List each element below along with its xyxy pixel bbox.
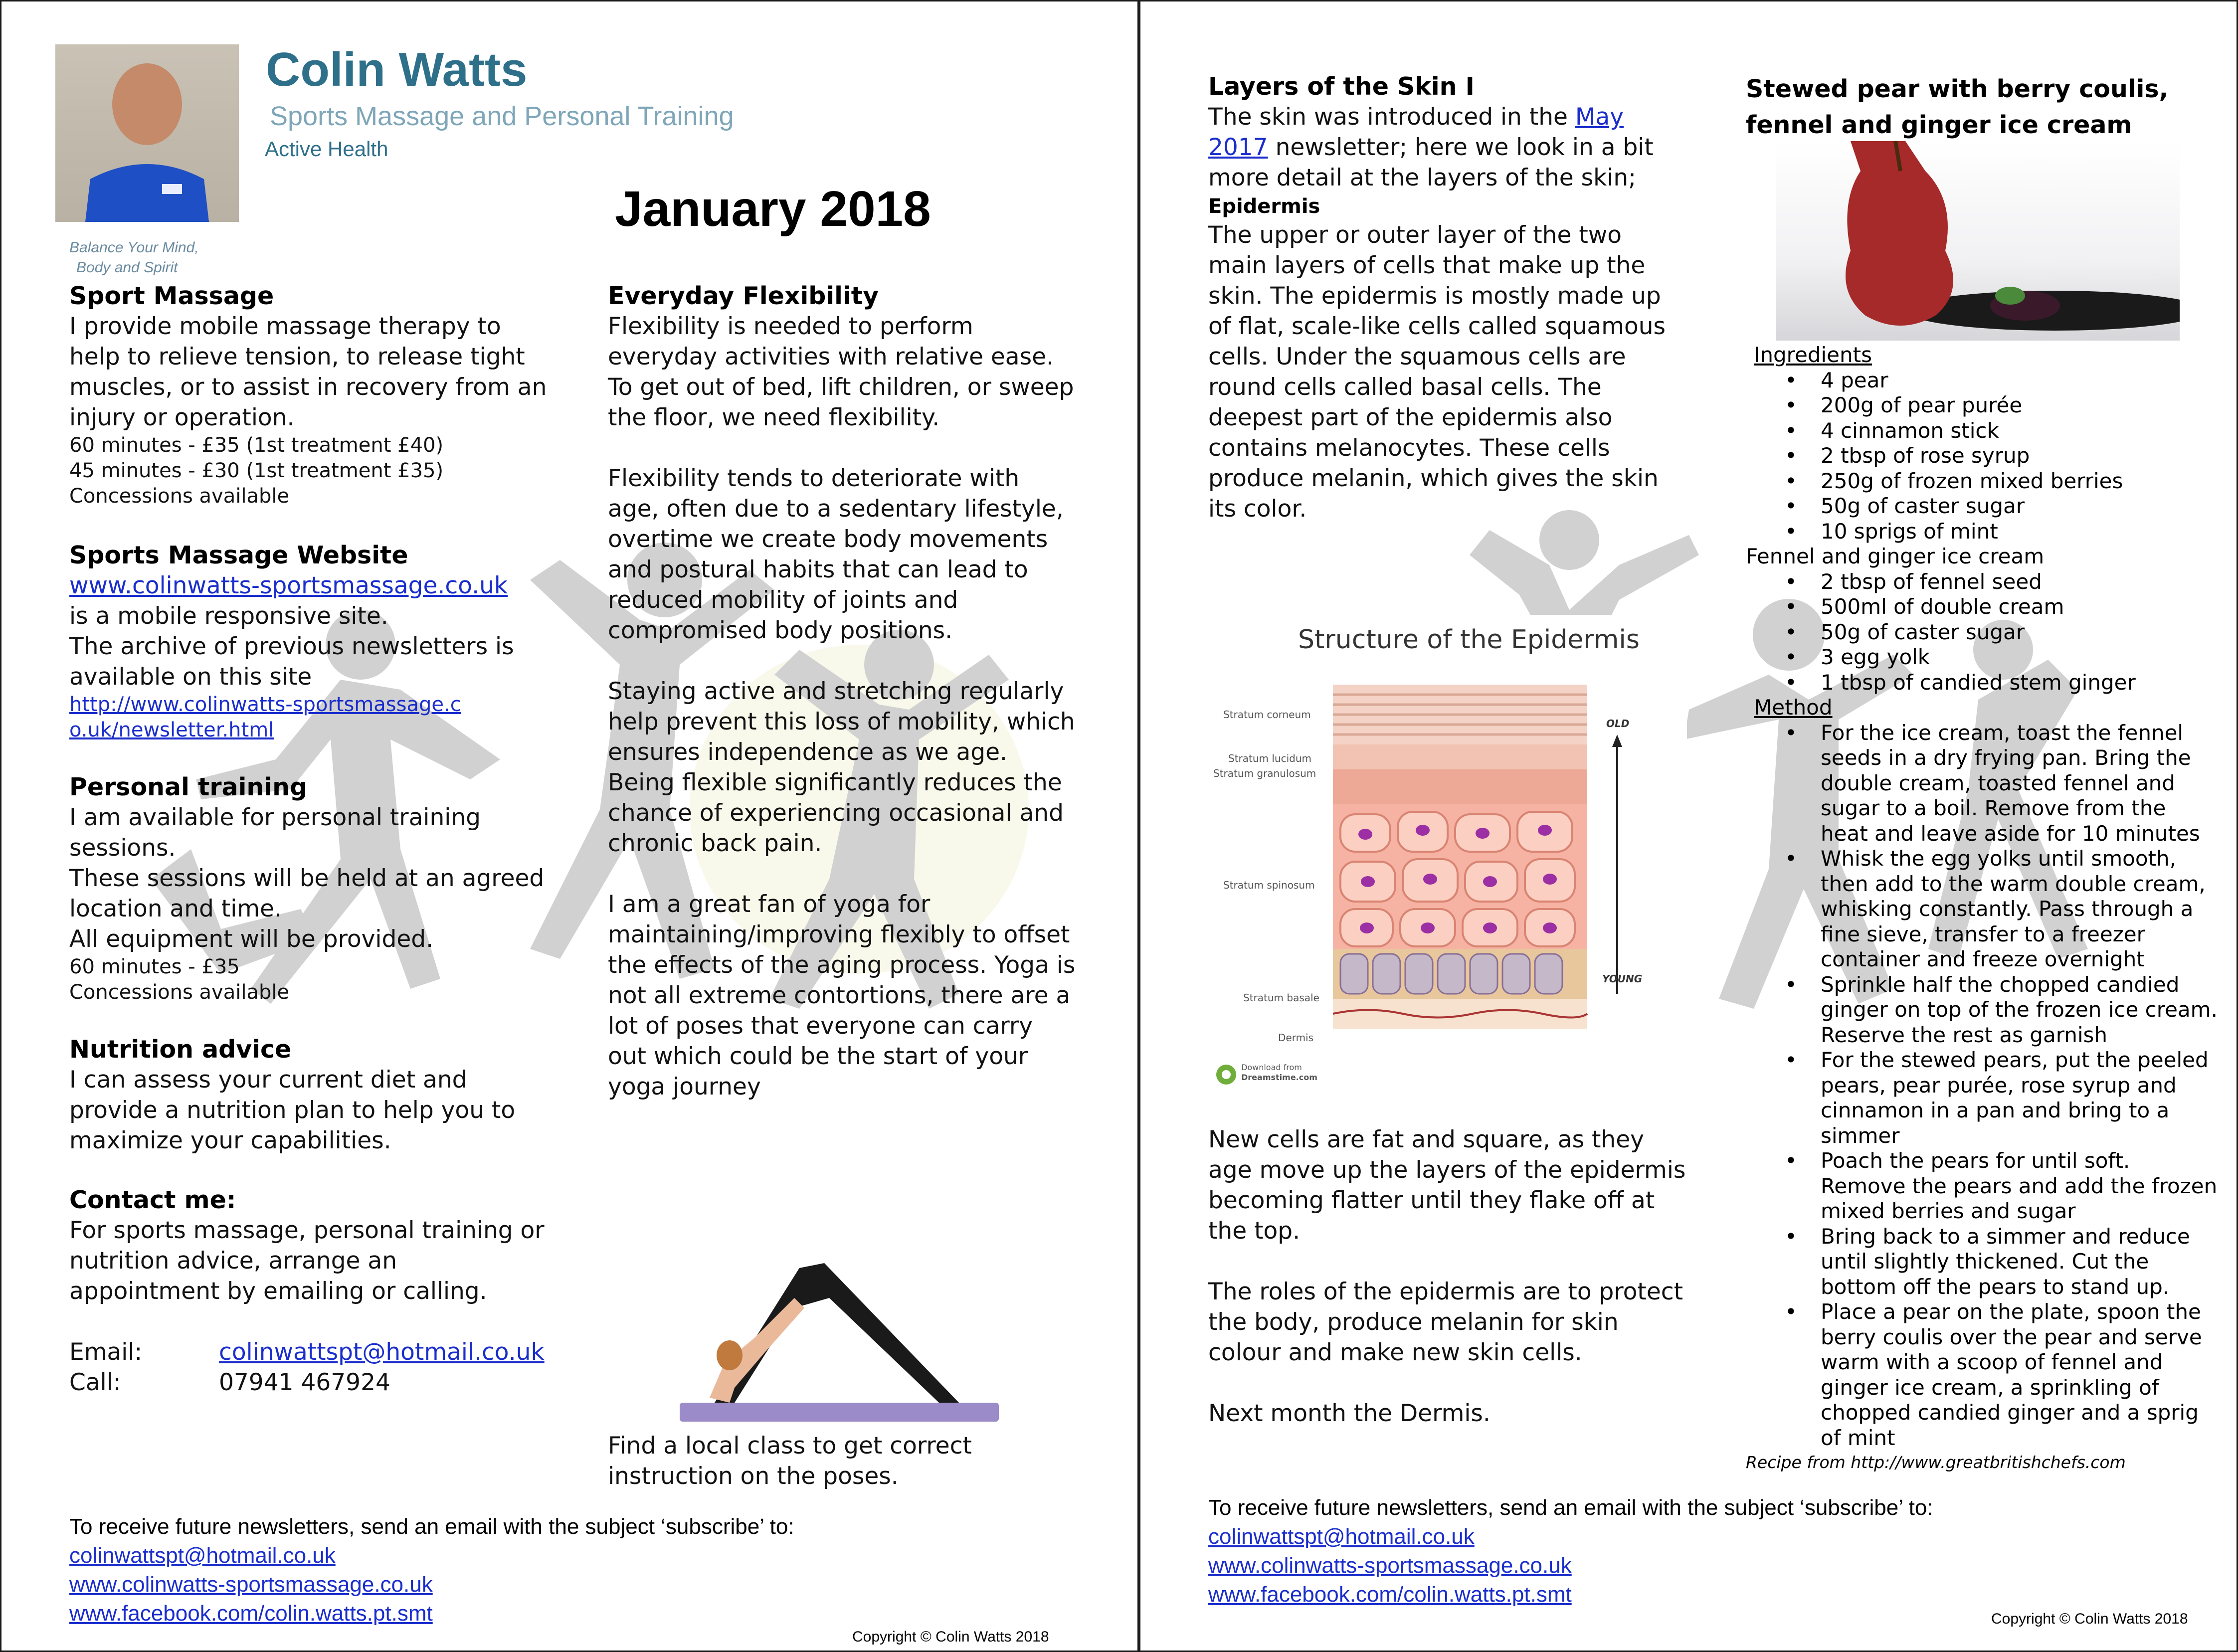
person-photo-icon [55,44,239,222]
right-copyright: Copyright © Colin Watts 2018 [1991,1611,2188,1627]
concessions-note: Concessions available [69,485,290,508]
archive-link[interactable]: http://www.colinwatts-sportsmassage.co.uk/newsletter.html [69,693,461,741]
flexibility-paragraph-2: Flexibility tends to deteriorate with age, often due to a sedentary lifestyle, overtime we create body movements and postural habits that can lead to reduced mobility of joints and compromised body positions. [608,465,1064,644]
epidermis-diagram [1208,615,1687,1094]
recipe-details [1746,343,2220,1472]
subscribe-intro-right: To receive future newsletters, send an email with the subject ‘subscribe’ to: [1208,1495,1933,1520]
footer-facebook-link[interactable]: www.facebook.com/colin.watts.pt.smt [69,1601,433,1626]
label-old: OLD [1606,718,1630,730]
personal-training-price: 60 minutes - £35 [69,955,240,978]
skin-intro-after: newsletter; here we look in a bit more detail at the layers of the skin; [1208,134,1654,191]
ingredient-item: • 4 pear [1746,368,2220,393]
contact-phone-row [69,1367,548,1398]
email-label: Email: [69,1338,143,1366]
subscribe-intro: To receive future newsletters, send an email with the subject ‘subscribe’ to: [69,1514,794,1539]
method-step: • Sprinkle half the chopped candied ginger on top of the frozen ice cream. Reserve the rest as garnish [1746,972,2220,1048]
footer-facebook-link-right[interactable]: www.facebook.com/colin.watts.pt.smt [1208,1582,1572,1607]
personal-training-concessions: Concessions available [69,981,290,1004]
method-step: • Place a pear on the plate, spoon the berry coulis over the pear and serve warm with a scoop of fennel and ginger ice cream, a sprinkling of chopped candied ginger and a sprig of mint [1746,1299,2220,1451]
flexibility-column [608,281,1077,1102]
ice-cream-ingredient-item: • 500ml of double cream [1746,594,2220,620]
epidermis-layers-illustration [1208,615,1687,1094]
stewed-pear-photo-icon [1776,141,2180,341]
label-young: YOUNG [1602,973,1643,985]
call-label: Call: [69,1369,121,1396]
skin-column [1208,71,1687,524]
tagline-line-1: Balance Your Mind, [69,239,199,256]
method-label: Method [1754,695,1833,720]
ingredients-label: Ingredients [1754,343,1872,367]
left-footer [69,1512,794,1628]
ice-cream-label: Fennel and ginger ice cream [1746,544,2045,568]
skin-intro-before: The skin was introduced in the [1208,103,1575,131]
left-copyright: Copyright © Colin Watts 2018 [852,1629,1049,1645]
method-step: • Whisk the egg yolks until smooth, then add to the warm double cream, whisking constantly. Pass through a fine sieve, transfer to a freezer container and freeze overnight [1746,846,2220,972]
recipe-photo [1776,141,2180,341]
flexibility-paragraph-4: I am a great fan of yoga for maintaining/improving flexibly to offset the effects of the aging process. Yoga is not all extreme contortions, there are a lot of poses that everyone can carry out which could be the start of your yoga journey [608,891,1076,1101]
nutrition-body: I can assess your current diet and provide a nutrition plan to help you to maximize your capabilities. [69,1066,516,1154]
skin-column-continued [1208,1124,1687,1429]
contact-phone: 07941 467924 [219,1369,390,1396]
method-step: • Poach the pears for until soft. Remove the pears and add the frozen mixed berries and sugar [1746,1148,2220,1224]
price-45-min: 45 minutes - £30 (1st treatment £35) [69,459,444,482]
ingredient-item: • 4 cinnamon stick [1746,418,2220,444]
flexibility-paragraph-3: Staying active and stretching regularly help prevent this loss of mobility, which ensures independence as we age. Being flexible significantly reduces the chance of experiencing occasional and chronic back pain. [608,678,1075,857]
footer-email-link-right[interactable]: colinwattspt@hotmail.co.uk [1208,1524,1475,1549]
credit-line-2: Dreamstime.com [1241,1073,1317,1082]
right-footer [1208,1493,1933,1609]
ingredient-item: • 250g of frozen mixed berries [1746,469,2220,494]
label-stratum-basale: Stratum basale [1243,992,1319,1004]
personal-training-title: Personal training [69,773,308,801]
ingredients-list [1746,368,2220,545]
credit-line-1: Download from [1241,1063,1302,1072]
method-list [1746,721,2220,1451]
skin-paragraph-4: Next month the Dermis. [1208,1400,1491,1427]
contact-body: For sports massage, personal training or nutrition advice, arrange an appointment by emailing or calling. [69,1217,545,1305]
recipe-source: Recipe from http://www.greatbritishchefs.com [1746,1453,2126,1472]
ingredient-item: • 200g of pear purée [1746,393,2220,418]
dreamstime-logo-icon [1215,1064,1237,1086]
label-dermis: Dermis [1278,1032,1314,1044]
flexibility-closing: Find a local class to get correct instruction on the poses. [608,1432,972,1490]
flexibility-paragraph-1: Flexibility is needed to perform everyday activities with relative ease. To get out of bed, lift children, or sweep the floor, we need flexibility. [608,313,1074,431]
website-title: Sports Massage Website [69,541,408,569]
sport-massage-body: I provide mobile massage therapy to help to relieve tension, to release tight muscles, or to assist in recovery from an injury or operation. [69,313,547,431]
diagram-title: Structure of the Epidermis [1298,625,1640,655]
footer-website-link[interactable]: www.colinwatts-sportsmassage.co.uk [69,1572,433,1597]
website-link[interactable]: www.colinwatts-sportsmassage.co.uk [69,572,508,599]
ingredient-item: • 2 tbsp of rose syrup [1746,443,2220,469]
skin-title: Layers of the Skin I [1208,72,1475,101]
ice-cream-ingredients-list [1746,569,2220,696]
brand-name: Active Health [265,137,388,161]
left-column [69,281,548,1398]
contact-email-row [69,1337,548,1367]
issue-date: January 2018 [615,181,931,237]
recipe-title-line-2: fennel and ginger ice cream [1746,111,2132,139]
footer-website-link-right[interactable]: www.colinwatts-sportsmassage.co.uk [1208,1553,1572,1578]
method-step: • For the stewed pears, put the peeled pears, pear purée, rose syrup and cinnamon in a pan and bring to a simmer [1746,1048,2220,1148]
right-page [1139,0,2238,1652]
personal-training-line-3: All equipment will be provided. [69,925,434,953]
footer-email-link[interactable]: colinwattspt@hotmail.co.uk [69,1543,336,1568]
ice-cream-ingredient-item: • 2 tbsp of fennel seed [1746,569,2220,595]
yoga-pose-image [680,1238,999,1428]
skin-paragraph-3: The roles of the epidermis are to protect the body, produce melanin for skin colour and make new skin cells. [1208,1278,1683,1366]
ice-cream-ingredient-item: • 50g of caster sugar [1746,620,2220,645]
skin-paragraph-2: New cells are fat and square, as they age move up the layers of the epidermis becoming flatter until they flake off at the top. [1208,1126,1686,1245]
label-stratum-lucidum: Stratum lucidum [1228,752,1312,764]
epidermis-subtitle: Epidermis [1208,195,1320,218]
profile-photo [55,44,239,222]
price-60-min: 60 minutes - £35 (1st treatment £40) [69,434,444,457]
diagram-credit [1241,1063,1317,1083]
tagline [69,238,199,278]
method-step: • Bring back to a simmer and reduce until slightly thickened. Cut the bottom off the pears to stand up. [1746,1224,2220,1300]
contact-email-link[interactable]: colinwattspt@hotmail.co.uk [219,1338,545,1366]
website-line-1: is a mobile responsive site. [69,602,388,630]
skin-paragraph-1: The upper or outer layer of the two main layers of cells that make up the skin. The epidermis is mostly made up of flat, scale-like cells called squamous cells. Under the squamous cells are round cells called basal cells. The deepest part of the epidermis also contains melanocytes. These cells produce melanin, which gives the skin its color. [1208,221,1666,523]
tagline-line-2: Body and Spirit [76,259,178,276]
author-name: Colin Watts [266,43,528,96]
header-subtitle: Sports Massage and Personal Training [270,101,734,131]
sport-massage-title: Sport Massage [69,282,274,310]
contact-title: Contact me: [69,1186,236,1214]
ice-cream-ingredient-item: • 3 egg yolk [1746,645,2220,670]
label-stratum-granulosum: Stratum granulosum [1213,767,1316,779]
personal-training-line-2: These sessions will be held at an agreed location and time. [69,865,545,922]
ingredient-item: • 50g of caster sugar [1746,494,2220,519]
flexibility-title: Everyday Flexibility [608,282,879,310]
recipe-column [1746,71,2215,143]
skin-intro [1208,102,1687,193]
personal-training-line-1: I am available for personal training sessions. [69,804,481,862]
may-2017-link[interactable]: May 2017 [1208,103,1624,161]
label-stratum-spinosum: Stratum spinosum [1223,879,1315,891]
website-line-2: The archive of previous newsletters is available on this site [69,633,514,691]
ingredient-item: • 10 sprigs of mint [1746,519,2220,545]
nutrition-title: Nutrition advice [69,1035,292,1064]
label-stratum-corneum: Stratum corneum [1223,709,1311,721]
ice-cream-ingredient-item: • 1 tbsp of candied stem ginger [1746,670,2220,696]
recipe-title-line-1: Stewed pear with berry coulis, [1746,75,2169,103]
method-step: • For the ice cream, toast the fennel seeds in a dry frying pan. Bring the double cream, toasted fennel and sugar to a boil. Remove from the heat and leave aside for 10 minutes [1746,721,2220,847]
